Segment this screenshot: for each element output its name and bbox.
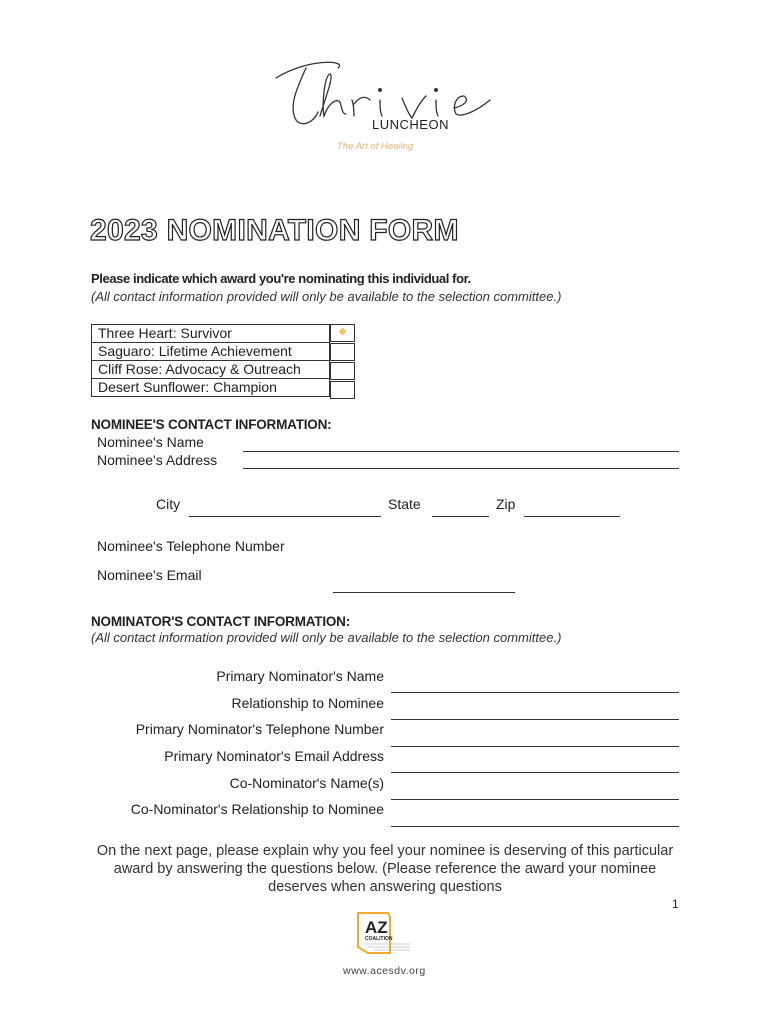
award-checkboxes <box>330 324 355 400</box>
relationship-field[interactable] <box>391 719 679 720</box>
award-option-label: Cliff Rose: Advocacy & Outreach <box>92 361 329 379</box>
nominee-section-heading: NOMINEE'S CONTACT INFORMATION: <box>91 417 332 432</box>
form-title: 2023 NOMINATION FORM <box>90 214 459 247</box>
closing-instructions: On the next page, please explain why you feel your nominee is deserving of this particular award by answering the questions below. (Please reference the award your nominee deserves when answering questions <box>96 843 674 895</box>
primary-nominator-name-label: Primary Nominator's Name <box>216 668 384 684</box>
website-url[interactable]: www.acesdv.org <box>343 965 426 977</box>
co-nominator-relationship-field[interactable] <box>391 826 679 827</box>
primary-nominator-email-label: Primary Nominator's Email Address <box>164 748 384 764</box>
award-checkbox-cliff-rose[interactable] <box>330 362 355 380</box>
nominee-email-field[interactable] <box>333 592 515 593</box>
logo-tagline: The Art of Healing <box>337 141 414 152</box>
arizona-outline-icon <box>354 909 414 961</box>
svg-text:AZ: AZ <box>365 918 388 937</box>
award-checkbox-desert-sunflower[interactable] <box>330 381 355 399</box>
award-instruction: Please indicate which award you're nominating this individual for. <box>91 271 471 286</box>
check-mark-icon <box>339 328 347 336</box>
nominee-email-label: Nominee's Email <box>97 567 202 583</box>
logo-luncheon-text: LUNCHEON <box>372 117 449 132</box>
state-label: State <box>388 496 421 512</box>
award-checkbox-saguaro[interactable] <box>330 343 355 361</box>
az-coalition-logo <box>354 909 414 961</box>
award-option-label: Saguaro: Lifetime Achievement <box>92 343 329 361</box>
nominee-address-field[interactable] <box>243 468 679 469</box>
city-field[interactable] <box>189 516 381 517</box>
nominator-section-heading: NOMINATOR'S CONTACT INFORMATION: <box>91 614 351 629</box>
award-checkbox-three-heart[interactable] <box>330 324 355 342</box>
state-field[interactable] <box>432 516 489 517</box>
award-table <box>91 324 330 397</box>
nominee-name-label: Nominee's Name <box>97 434 204 450</box>
award-option-label: Desert Sunflower: Champion <box>98 379 277 395</box>
award-option-label: Three Heart: Survivor <box>92 325 329 343</box>
nominator-privacy-note: (All contact information provided will only be available to the selection committee.) <box>91 630 562 645</box>
zip-label: Zip <box>496 496 516 512</box>
page-number: 1 <box>672 897 679 911</box>
privacy-note: (All contact information provided will only be available to the selection committee.) <box>91 289 562 304</box>
primary-nominator-email-field[interactable] <box>391 772 679 773</box>
co-nominator-name-field[interactable] <box>391 799 679 800</box>
zip-field[interactable] <box>524 516 620 517</box>
primary-nominator-phone-field[interactable] <box>391 746 679 747</box>
primary-nominator-phone-label: Primary Nominator's Telephone Number <box>135 721 384 737</box>
relationship-label: Relationship to Nominee <box>231 695 384 711</box>
primary-nominator-name-field[interactable] <box>391 692 679 693</box>
city-label: City <box>156 496 181 512</box>
nominee-name-field[interactable] <box>243 451 679 452</box>
co-nominator-relationship-label: Co-Nominator's Relationship to Nominee <box>130 801 384 817</box>
nominee-phone-label: Nominee's Telephone Number <box>97 538 285 554</box>
nominee-address-label: Nominee's Address <box>97 452 218 468</box>
svg-text:COALITION: COALITION <box>365 936 393 942</box>
co-nominator-name-label: Co-Nominator's Name(s) <box>229 775 384 791</box>
